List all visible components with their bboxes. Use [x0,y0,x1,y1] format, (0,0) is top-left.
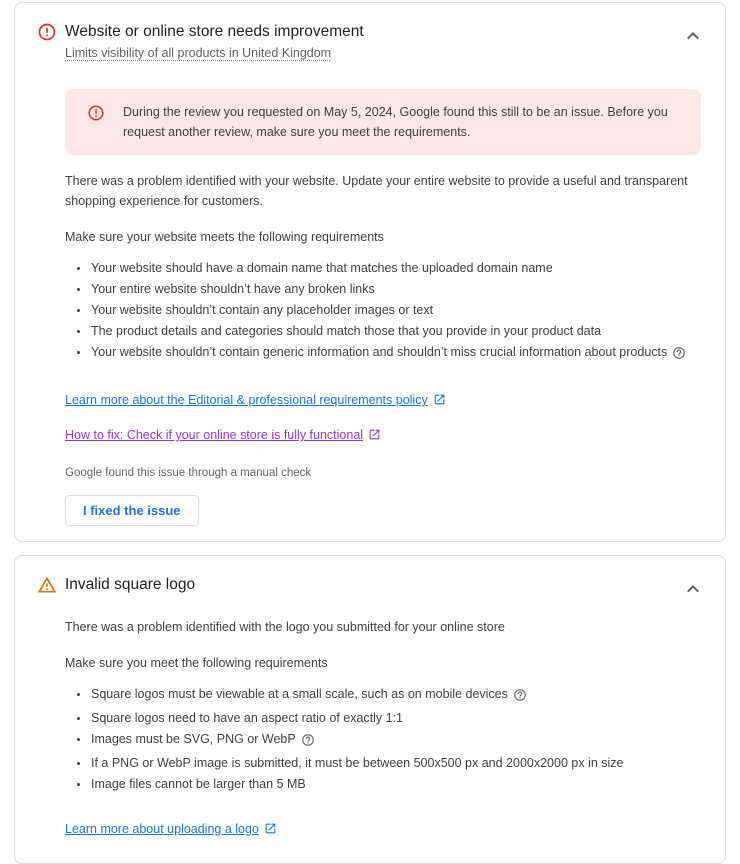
logo-card-header-text [65,575,681,595]
spacer [65,840,701,863]
how-to-fix-link[interactable]: How to fix: Check if your online store is fully functional [65,428,364,442]
logo-requirements-intro: Make sure you meet the following requirements [65,656,328,670]
logo-card [14,555,726,864]
error-icon [87,104,105,122]
requirement-item: If a PNG or WebP image is submitted, it must be between 500x500 px and 2000x2000 px in size [91,754,701,773]
error-icon [37,22,57,42]
requirement-item: Images must be SVG, PNG or WebP [91,730,701,752]
logo-help-link[interactable]: Learn more about uploading a logo [65,822,259,836]
requirement-item: Your entire website shouldn’t have any broken links [91,280,701,299]
issue-card [14,2,726,542]
requirement-item: The product details and categories should match those that you provide in your product data [91,322,701,341]
review-result-text: During the review you requested on May 5, 2024, Google found this still to be an issue. Before you request another review, make sure you meet the requirements. [123,105,668,139]
issue-card-header [15,3,725,62]
issue-card-subtitle[interactable]: Limits visibility of all products in United Kingdom [65,46,332,60]
issue-card-title: Website or online store needs improvement [65,23,364,40]
logo-issue-description: There was a problem identified with the logo you submitted for your online store [65,620,505,634]
how-to-fix-link-row [65,426,701,446]
issue-card-body [15,89,725,541]
chevron-up-icon [681,577,705,601]
help-icon[interactable] [672,346,686,365]
external-link-icon [264,822,277,840]
help-icon[interactable] [513,688,527,707]
requirement-item: Your website should have a domain name that matches the uploaded domain name [91,259,701,278]
logo-help-link-row [65,820,701,840]
help-icon[interactable] [301,733,315,752]
review-result-banner [65,89,701,155]
collapse-issue-card-button[interactable] [681,24,705,48]
requirement-item: Your website shouldn’t contain any placeholder images or text [91,301,701,320]
logo-card-header [15,556,725,601]
requirement-item: Square logos need to have an aspect ratio of exactly 1:1 [91,709,701,728]
requirements-intro: Make sure your website meets the following requirements [65,230,384,244]
policy-link[interactable]: Learn more about the Editorial & professional requirements policy [65,393,428,407]
policy-link-row [65,391,701,411]
warning-icon [37,575,57,595]
external-link-icon [433,393,446,411]
logo-requirements-list [65,685,701,794]
i-fixed-the-issue-button[interactable]: I fixed the issue [65,495,199,526]
chevron-up-icon [681,24,705,48]
issue-description: There was a problem identified with your website. Update your entire website to provide a useful and transparent shopping experience for customers. [65,174,688,208]
requirement-item: Your website shouldn’t contain generic information and shouldn’t miss crucial information about products [91,343,701,365]
external-link-icon [368,428,381,446]
website-requirements-list [65,259,701,365]
requirement-item: Square logos must be viewable at a small scale, such as on mobile devices [91,685,701,707]
detection-method-note: Google found this issue through a manual check [65,467,312,479]
requirement-item: Image files cannot be larger than 5 MB [91,775,701,794]
collapse-logo-card-button[interactable] [681,577,705,601]
logo-card-body [15,617,725,863]
issue-card-header-text [65,22,681,62]
logo-card-title: Invalid square logo [65,576,196,593]
